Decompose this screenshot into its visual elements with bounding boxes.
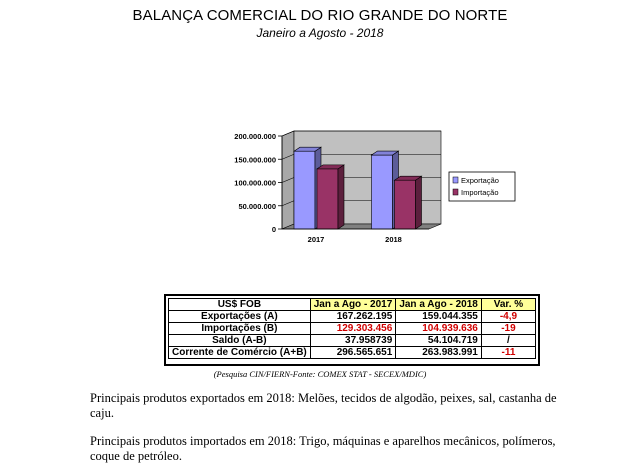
row-label: Exportações (A) <box>169 311 311 323</box>
legend-swatch <box>453 177 458 183</box>
table-header-2018: Jan a Ago - 2018 <box>396 299 482 311</box>
table-row <box>169 311 536 323</box>
legend-label: Exportação <box>461 176 499 185</box>
row-label: Importações (B) <box>169 323 311 335</box>
cell-var: -4,9 <box>481 311 535 323</box>
bar-front <box>294 151 315 229</box>
bar-front <box>317 169 338 229</box>
y-tick-label: 200.000.000 <box>234 132 276 141</box>
table-row <box>169 335 536 347</box>
bar-front <box>395 180 416 229</box>
bar-side <box>416 176 422 229</box>
cell-2017: 296.565.651 <box>310 347 396 359</box>
exports-paragraph: Principais produtos exportados em 2018: Melões, tecidos de algodão, peixes, sal, castanha de caju. <box>90 391 557 420</box>
x-tick-label: 2017 <box>307 235 325 244</box>
cell-2018: 54.104.719 <box>396 335 482 347</box>
legend-swatch <box>453 189 458 195</box>
table-row <box>169 323 536 335</box>
y-tick-label: 0 <box>271 225 276 234</box>
cell-2017: 37.958739 <box>310 335 396 347</box>
source-note: (Pesquisa CIN/FIERN-Fonte: COMEX STAT - SECEX/MDIC) <box>213 369 427 379</box>
cell-var: -19 <box>481 323 535 335</box>
y-tick-label: 100.000.000 <box>234 178 276 188</box>
cell-2018: 104.939.636 <box>396 323 482 335</box>
trade-table <box>164 294 540 366</box>
row-label: Corrente de Comércio (A+B) <box>169 347 311 359</box>
bar-front <box>372 155 393 229</box>
table-row <box>169 347 536 359</box>
page-subtitle: Janeiro a Agosto - 2018 <box>256 26 384 40</box>
row-label: Saldo (A-B) <box>169 335 311 347</box>
cell-2017: 129.303.456 <box>310 323 396 335</box>
cell-var: -11 <box>481 347 535 359</box>
y-tick-label: 150.000.000 <box>234 155 276 165</box>
cell-var: / <box>481 335 535 347</box>
table-header-fob: US$ FOB <box>169 299 311 311</box>
table-header-var: Var. % <box>481 299 535 311</box>
cell-2017: 167.262.195 <box>310 311 396 323</box>
y-tick-label: 50.000.000 <box>238 201 276 211</box>
bar-side <box>338 165 344 229</box>
cell-2018: 159.044.355 <box>396 311 482 323</box>
cell-2018: 263.983.991 <box>396 347 482 359</box>
legend-label: Importação <box>461 188 499 197</box>
x-tick-label: 2018 <box>385 235 402 244</box>
table-header-2017: Jan a Ago - 2017 <box>310 299 396 311</box>
page-title: BALANÇA COMERCIAL DO RIO GRANDE DO NORTE <box>132 7 508 24</box>
imports-paragraph: Principais produtos importados em 2018: Trigo, máquinas e aparelhos mecânicos, polímeros, coque de petróleo. <box>90 434 556 463</box>
